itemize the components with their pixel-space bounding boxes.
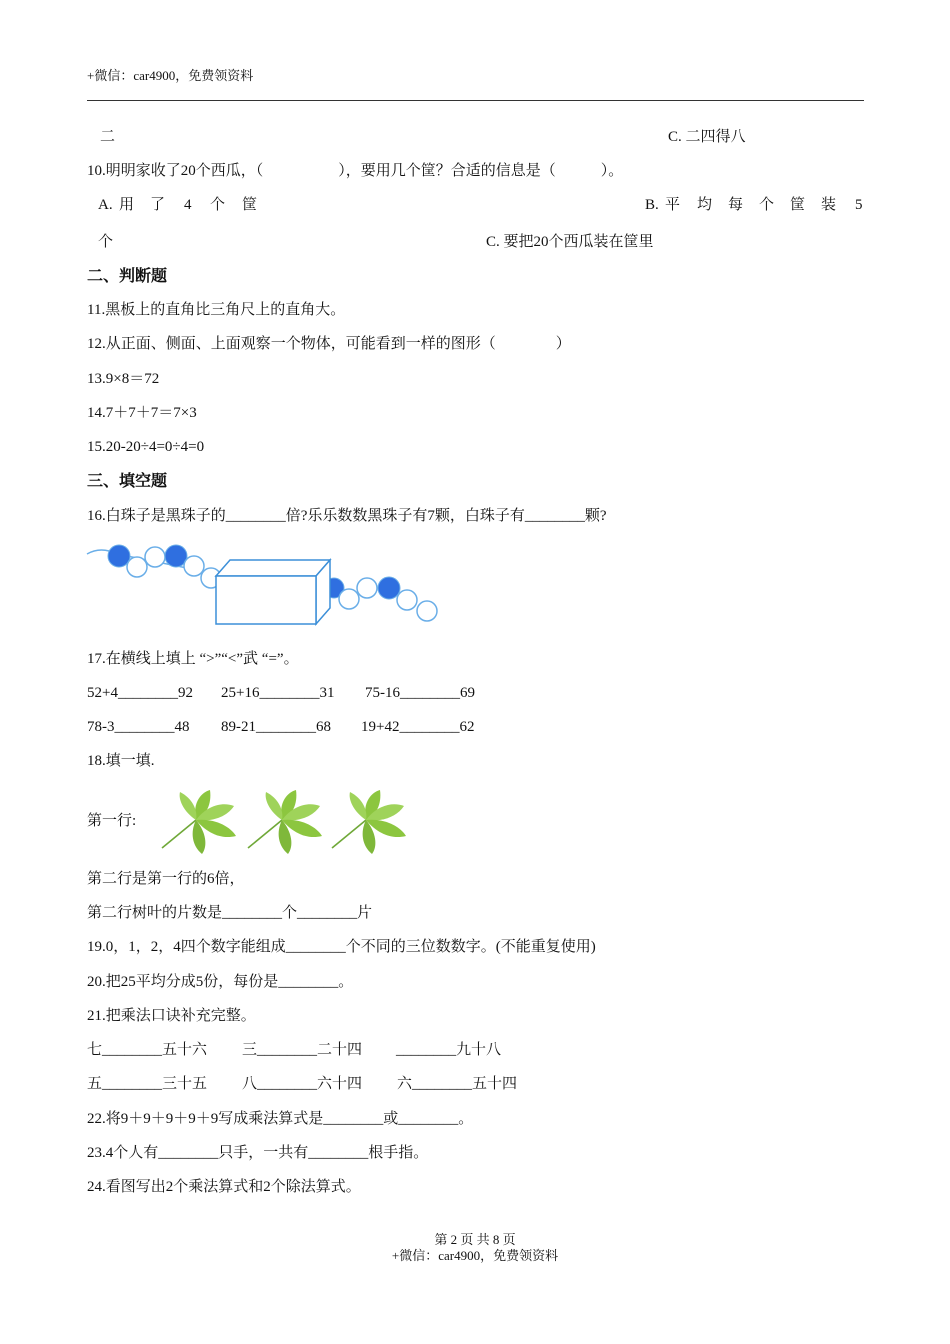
question-16: 16.白珠子是黑珠子的________倍?乐乐数数黑珠子有7颗，白珠子有________颗? <box>87 508 607 524</box>
question-17: 17.在横线上填上 “>”“<”武 “=”。 <box>87 651 299 667</box>
leaf-sprig <box>162 790 236 854</box>
q18-line-3: 第二行树叶的片数是________个________片 <box>87 905 373 921</box>
bead-white <box>127 557 147 577</box>
q10-b-part: 筐 <box>790 197 806 213</box>
question-21: 21.把乘法口诀补充完整。 <box>87 1008 256 1024</box>
q21-item: 五________三十五 <box>87 1076 208 1092</box>
covering-box <box>216 560 330 624</box>
header-note: +微信：car4900，免费领资料 <box>87 68 254 83</box>
q10-a-part: 个 <box>210 197 226 213</box>
q10-b-part: 个 <box>759 197 775 213</box>
page-number: 第 2 页 共 8 页 <box>434 1232 516 1247</box>
bead-white <box>145 547 165 567</box>
bead-white <box>357 578 377 598</box>
q21-item: 七________五十六 <box>87 1042 208 1058</box>
section-title-judgement: 二、判断题 <box>87 266 168 285</box>
q10-option-b-continued: 个 <box>98 234 114 250</box>
question-23: 23.4个人有________只手，一共有________根手指。 <box>87 1145 429 1161</box>
footer-note: +微信：car4900，免费领资料 <box>391 1248 559 1263</box>
question-18: 18.填一填. <box>87 753 155 769</box>
q10-a-part: 筐 <box>242 197 258 213</box>
q21-item: 三________二十四 <box>242 1042 363 1058</box>
question-12: 12.从正面、侧面、上面观察一个物体，可能看到一样的图形（ ） <box>87 336 571 352</box>
bead-string-figure <box>87 540 447 630</box>
q10-stem: 10.明明家收了20个西瓜，（ ），要用几个筐？合适的信息是（ ）。 <box>87 163 624 179</box>
question-24: 24.看图写出2个乘法算式和2个除法算式。 <box>87 1179 361 1195</box>
q17-item: 89-21________68 <box>221 719 331 735</box>
question-11: 11.黑板上的直角比三角尺上的直角大。 <box>87 302 346 318</box>
section-title-fill-blanks: 三、填空题 <box>87 471 168 490</box>
leaf-sprig <box>248 790 322 854</box>
bead-white <box>417 601 437 621</box>
bead-white <box>339 589 359 609</box>
q17-item: 78-3________48 <box>87 719 190 735</box>
q17-item: 52+4________92 <box>87 685 193 701</box>
q10-b-part: 每 <box>728 197 744 213</box>
bead-white <box>397 590 417 610</box>
q10-option-c: C. 要把20个西瓜装在筐里 <box>486 234 654 250</box>
q10-b-part: B. <box>645 197 659 213</box>
q9-option-c: C. 二四得八 <box>668 129 746 145</box>
q10-b-part: 平 <box>665 197 681 213</box>
question-19: 19.0，1，2，4四个数字能组成________个不同的三位数数字。(不能重复使用) <box>87 939 596 955</box>
bead-dark <box>108 545 130 567</box>
q10-a-part: 4 <box>184 197 192 213</box>
question-20: 20.把25平均分成5份，每份是________。 <box>87 974 354 990</box>
q10-a-part: 了 <box>150 197 166 213</box>
q18-row-label: 第一行: <box>87 813 137 829</box>
q10-a-part: A. <box>98 197 113 213</box>
q17-item: 75-16________69 <box>365 685 475 701</box>
q21-item: 八________六十四 <box>242 1076 363 1092</box>
bead-white <box>184 556 204 576</box>
q10-b-part: 5 <box>855 197 863 213</box>
q17-item: 19+42________62 <box>361 719 475 735</box>
q10-b-part: 均 <box>697 197 713 213</box>
bead-dark <box>378 577 400 599</box>
question-13: 13.9×8＝72 <box>87 371 160 387</box>
q17-item: 25+16________31 <box>221 685 335 701</box>
leaf-sprig <box>332 790 406 854</box>
header-rule <box>87 100 864 101</box>
leaf-figure <box>160 790 410 854</box>
q10-a-part: 用 <box>119 197 135 213</box>
question-15: 15.20-20÷4=0÷4=0 <box>87 439 205 455</box>
q10-b-part: 装 <box>821 197 837 213</box>
question-14: 14.7＋7＋7＝7×3 <box>87 405 197 421</box>
q21-item: ________九十八 <box>396 1042 502 1058</box>
question-22: 22.将9＋9＋9＋9＋9写成乘法算式是________或________。 <box>87 1111 474 1127</box>
q21-item: 六________五十四 <box>397 1076 518 1092</box>
q9-left-fragment: 二 <box>100 129 116 145</box>
q18-line-2: 第二行是第一行的6倍， <box>87 871 245 887</box>
